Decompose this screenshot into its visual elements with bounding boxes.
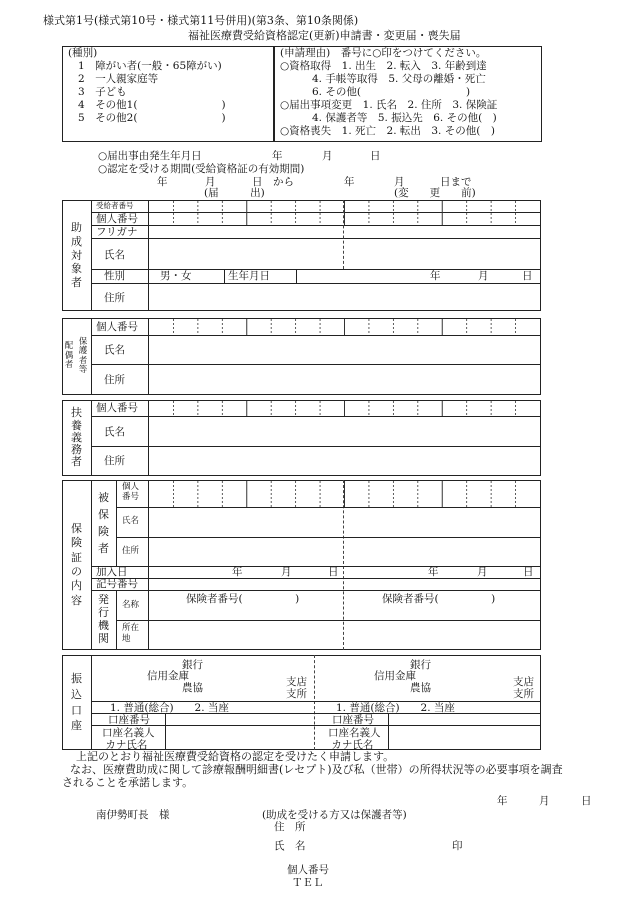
insurer-number-left[interactable]: 保険者番号( ) <box>186 593 300 605</box>
reason-acquire-2[interactable]: 4. 手帳等取得 5. 父母の離婚・死亡 <box>312 73 486 85</box>
insured-address-field[interactable] <box>149 538 540 566</box>
applicant-address-field[interactable] <box>314 820 534 833</box>
declaration-line-3: されることを承諾します。 <box>62 776 194 789</box>
occurrence-label: ○届出事由発生年月日 <box>98 150 202 162</box>
reason-acquire[interactable]: ○資格取得 1. 出生 2. 転入 3. 年齢到達 <box>280 60 487 72</box>
spouse-side-label-b: 保 護 者 等 <box>78 336 88 375</box>
recipient-no-field[interactable] <box>149 201 540 212</box>
addressee: 南伊勢町長 様 <box>96 809 170 821</box>
account-holder-field-left[interactable] <box>166 726 313 749</box>
supporter-my-number-label: 個人番号 <box>96 402 138 414</box>
occurrence-year[interactable]: 年 <box>272 150 283 162</box>
type-item[interactable]: 4 その他1( ) <box>78 99 226 111</box>
applicant-name-field[interactable] <box>314 839 444 852</box>
join-day-right[interactable]: 日 <box>523 566 534 578</box>
period-to-year[interactable]: 年 <box>344 176 355 188</box>
subject-birth-label: 生年月日 <box>228 270 270 282</box>
insured-address-label: 住所 <box>122 546 140 556</box>
subject-address-field[interactable] <box>149 284 540 310</box>
form-number: 様式第1号(様式第10号・様式第11号併用)(第3条、第10条関係) <box>43 14 359 27</box>
insured-name-field[interactable] <box>149 508 540 537</box>
applicant-caption: (助成を受ける方又は保護者等) <box>262 809 407 821</box>
branch-type-shisho-right[interactable]: 支所 <box>513 688 534 700</box>
seal-mark: 印 <box>452 840 463 852</box>
subject-furigana-label: フリガナ <box>96 226 138 238</box>
account-type-right[interactable]: 1. 普通(総合) 2. 当座 <box>336 702 455 714</box>
bank-type-noukyou-left[interactable]: 農協 <box>182 682 203 694</box>
period-to-day[interactable]: 日まで <box>440 176 472 188</box>
reason-loss[interactable]: ○資格喪失 1. 死亡 2. 転出 3. その他( ) <box>280 125 495 137</box>
account-type-left[interactable]: 1. 普通(総合) 2. 当座 <box>110 702 229 714</box>
spouse-my-number-field[interactable] <box>149 319 540 335</box>
bank-type-bank-right[interactable]: 銀行 <box>410 659 431 671</box>
type-item[interactable]: 5 その他2( ) <box>78 112 226 124</box>
join-month-right[interactable]: 月 <box>477 566 488 578</box>
period-to-month[interactable]: 月 <box>394 176 405 188</box>
issuer-location-field[interactable] <box>149 621 540 649</box>
type-item[interactable]: 2 一人親家庭等 <box>78 73 159 85</box>
applicant-my-number-field[interactable] <box>334 863 534 876</box>
subject-my-number-label: 個人番号 <box>96 213 138 225</box>
period-from-month[interactable]: 月 <box>205 176 216 188</box>
bank-side-label: 振 込 口 座 <box>71 671 82 733</box>
spouse-side-label-a: 配 偶 者 <box>64 341 74 371</box>
subject-name-field[interactable] <box>149 239 540 269</box>
issuer-location-label: 所在 地 <box>122 623 140 644</box>
supporter-name-label: 氏名 <box>104 426 125 438</box>
account-holder-label-right: 口座名義人 カナ氏名 <box>328 727 381 752</box>
supporter-side-label: 扶 養 義 務 者 <box>71 406 82 469</box>
branch-type-shiten-right[interactable]: 支店 <box>513 676 534 688</box>
bank-type-bank-left[interactable]: 銀行 <box>182 659 203 671</box>
type-item[interactable]: 3 子ども <box>78 86 127 98</box>
bank-type-shinkin-right[interactable]: 信用金庫 <box>374 670 416 682</box>
occurrence-month[interactable]: 月 <box>322 150 333 162</box>
period-label: ○認定を受ける期間(受給資格証の有効期間) <box>98 163 305 175</box>
subject-birth-month[interactable]: 月 <box>478 270 489 282</box>
type-heading: (種別) <box>68 47 98 59</box>
symbol-number-label: 記号番号 <box>96 578 138 590</box>
declaration-line-1: 上記のとおり福祉医療費受給資格の認定を受けたく申請します。 <box>76 750 395 763</box>
applicant-tel-label: ＴＥＬ <box>292 877 324 889</box>
insurer-number-right[interactable]: 保険者番号( ) <box>382 593 496 605</box>
insured-name-label: 氏名 <box>122 516 140 526</box>
spouse-my-number-label: 個人番号 <box>96 321 138 333</box>
applicant-address-label: 住 所 <box>274 821 306 833</box>
issuer-side-label: 発 行 機 関 <box>98 593 109 645</box>
bank-type-shinkin-left[interactable]: 信用金庫 <box>147 670 189 682</box>
account-holder-label-left: 口座名義人 カナ氏名 <box>102 727 155 752</box>
join-day-left[interactable]: 日 <box>328 566 339 578</box>
period-from-year[interactable]: 年 <box>157 176 168 188</box>
type-item[interactable]: 1 障がい者(一般・65障がい) <box>78 60 222 72</box>
account-holder-field-right[interactable] <box>389 726 540 749</box>
applicant-my-number-label: 個人番号 <box>287 864 329 876</box>
account-number-field-left[interactable] <box>166 714 313 725</box>
account-number-label-right: 口座番号 <box>332 714 374 726</box>
account-number-label-left: 口座番号 <box>108 714 150 726</box>
spouse-name-label: 氏名 <box>104 344 125 356</box>
account-number-field-right[interactable] <box>389 714 540 725</box>
supporter-address-label: 住所 <box>104 455 125 467</box>
issuer-name-label: 名称 <box>122 600 140 610</box>
declaration-line-2: なお、医療費助成に関して診療報酬明細書(レセプト)及び私（世帯）の所得状況等の必要事項を調査 <box>70 763 563 776</box>
supporter-address-field[interactable] <box>149 447 540 475</box>
spouse-address-field[interactable] <box>149 365 540 394</box>
subject-furigana-field[interactable] <box>149 226 540 238</box>
subject-side-label: 助 成 対 象 者 <box>71 221 82 290</box>
recipient-no-label: 受給者番号 <box>96 201 134 210</box>
bank-type-noukyou-right[interactable]: 農協 <box>410 682 431 694</box>
subject-sex-options[interactable]: 男・女 <box>160 270 192 282</box>
subject-sex-label: 性別 <box>104 270 125 282</box>
applicant-name-label: 氏 名 <box>274 840 306 852</box>
insured-my-number-field[interactable] <box>149 481 540 507</box>
reason-change-2[interactable]: 4. 保護者等 5. 振込先 6. その他( ) <box>312 112 497 124</box>
occurrence-day[interactable]: 日 <box>370 150 381 162</box>
branch-type-shisho-left[interactable]: 支所 <box>286 688 307 700</box>
subject-birth-day[interactable]: 日 <box>522 270 533 282</box>
spouse-address-label: 住所 <box>104 374 125 386</box>
reason-acquire-3[interactable]: 6. その他( ) <box>312 86 471 98</box>
subject-name-label: 氏名 <box>104 249 125 261</box>
spouse-name-field[interactable] <box>149 336 540 364</box>
join-date-label: 加入日 <box>96 566 128 578</box>
join-year-left[interactable]: 年 <box>232 566 243 578</box>
subject-address-label: 住所 <box>104 292 125 304</box>
branch-type-shiten-left[interactable]: 支店 <box>286 676 307 688</box>
application-date[interactable]: 年 月 日 <box>497 795 592 807</box>
applicant-tel-field[interactable] <box>334 876 534 889</box>
subject-my-number-field[interactable] <box>149 213 540 225</box>
insurance-side-label: 保 険 証 の 内 容 <box>71 522 82 607</box>
join-month-left[interactable]: 月 <box>281 566 292 578</box>
supporter-name-field[interactable] <box>149 417 540 446</box>
supporter-my-number-field[interactable] <box>149 401 540 416</box>
form-title: 福祉医療費受給資格認定(更新)申請書・変更届・喪失届 <box>188 29 461 42</box>
insured-side-label: 被 保 険 者 <box>98 490 109 556</box>
period-from-note: (届 出) <box>204 187 265 199</box>
join-year-right[interactable]: 年 <box>428 566 439 578</box>
symbol-number-field[interactable] <box>149 579 540 590</box>
subject-birth-year[interactable]: 年 <box>430 270 441 282</box>
insured-my-number-label: 個人 番号 <box>122 482 140 503</box>
reason-change[interactable]: ○届出事項変更 1. 氏名 2. 住所 3. 保険証 <box>280 99 498 111</box>
period-to-note: (変 更 前) <box>394 187 476 199</box>
reason-heading: (申請理由) 番号に○印をつけてください。 <box>280 47 487 59</box>
period-from-day[interactable]: 日 から <box>252 176 294 188</box>
